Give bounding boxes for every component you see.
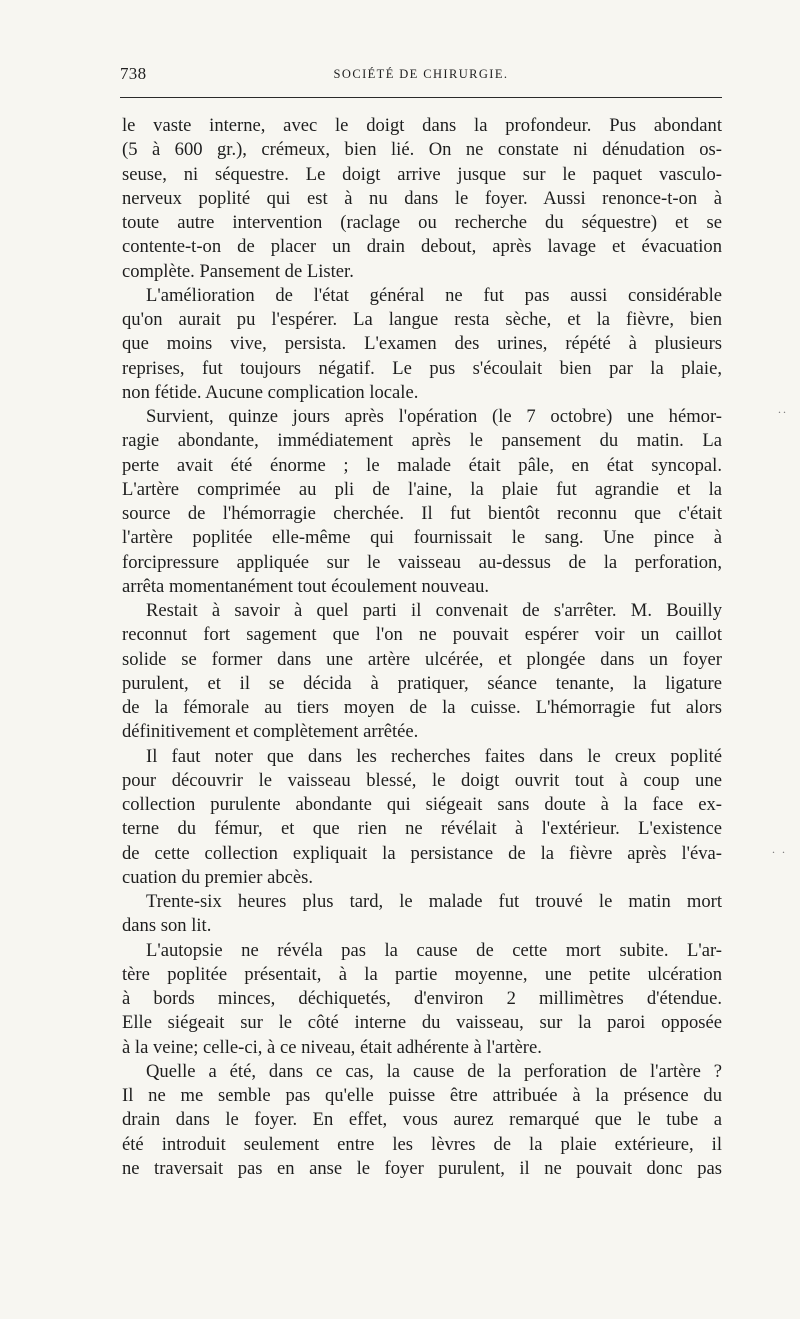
text-line: Elle siégeait sur le côté interne du vaisseau, sur la paroi opposée bbox=[122, 1012, 722, 1034]
text-line: Il ne me semble pas qu'elle puisse être attribuée à la présence du bbox=[122, 1085, 722, 1106]
text-line: qu'on aurait pu l'espérer. La langue resta sèche, et la fièvre, bien bbox=[122, 309, 722, 330]
body-text bbox=[122, 114, 722, 1181]
text-line: Trente-six heures plus tard, le malade fut trouvé le matin mort bbox=[146, 891, 722, 912]
text-line: de cette collection expliquait la persistance de la fièvre après l'éva- bbox=[122, 842, 722, 864]
running-head: SOCIÉTÉ DE CHIRURGIE. bbox=[333, 67, 509, 81]
margin-mark: .. bbox=[778, 402, 788, 416]
paragraph bbox=[122, 405, 722, 599]
text-line: arrêta momentanément tout écoulement nouveau. bbox=[122, 575, 490, 597]
paragraph bbox=[122, 599, 722, 745]
paragraph bbox=[122, 114, 722, 284]
text-line: collection purulente abondante qui siégeait sans doute à la face ex- bbox=[122, 794, 722, 815]
text-line: Restait à savoir à quel parti il convenait de s'arrêter. M. Bouilly bbox=[146, 600, 722, 621]
text-line: l'artère poplitée elle-même qui fournissait le sang. Une pince à bbox=[122, 527, 722, 549]
margin-mark: . . bbox=[772, 842, 787, 856]
text-line: cuation du premier abcès. bbox=[122, 866, 314, 888]
text-line: à bords minces, déchiquetés, d'environ 2 millimètres d'étendue. bbox=[122, 988, 722, 1009]
text-line: dans son lit. bbox=[122, 915, 212, 937]
text-line: à la veine; celle-ci, à ce niveau, était adhérente à l'artère. bbox=[122, 1036, 542, 1058]
text-line: complète. Pansement de Lister. bbox=[122, 260, 354, 282]
text-line: non fétide. Aucune complication locale. bbox=[122, 381, 419, 403]
text-line: terne du fémur, et que rien ne révélait à l'extérieur. L'existence bbox=[122, 818, 722, 840]
text-line: de la fémorale au tiers moyen de la cuisse. L'hémorragie fut alors bbox=[122, 697, 722, 718]
text-line: contente-t-on de placer un drain debout, après lavage et évacuation bbox=[122, 236, 722, 258]
text-line: été introduit seulement entre les lèvres de la plaie extérieure, il bbox=[122, 1133, 722, 1155]
header-rule bbox=[120, 97, 722, 98]
text-line: L'autopsie ne révéla pas la cause de cette mort subite. L'ar- bbox=[146, 939, 722, 961]
text-line: Quelle a été, dans ce cas, la cause de la perforation de l'artère ? bbox=[146, 1060, 722, 1082]
paragraph bbox=[122, 1060, 722, 1181]
text-line: perte avait été énorme ; le malade était pâle, en état syncopal. bbox=[122, 454, 722, 476]
text-line: reconnut fort sagement que l'on ne pouvait espérer voir un caillot bbox=[122, 624, 722, 646]
paragraph bbox=[122, 284, 722, 405]
text-line: Il faut noter que dans les recherches faites dans le creux poplité bbox=[146, 745, 722, 767]
text-line: nerveux poplité qui est à nu dans le foyer. Aussi renonce-t-on à bbox=[122, 187, 722, 209]
text-line: purulent, et il se décida à pratiquer, séance tenante, la ligature bbox=[122, 672, 722, 694]
page-header bbox=[120, 64, 722, 86]
page-number: 738 bbox=[120, 64, 147, 83]
text-line: (5 à 600 gr.), crémeux, bien lié. On ne constate ni dénudation os- bbox=[122, 139, 722, 161]
paragraph bbox=[122, 890, 722, 939]
text-line: le vaste interne, avec le doigt dans la profondeur. Pus abondant bbox=[122, 115, 722, 136]
text-line: définitivement et complètement arrêtée. bbox=[122, 721, 419, 743]
text-line: ragie abondante, immédiatement après le pansement du matin. La bbox=[122, 430, 722, 452]
text-line: source de l'hémorragie cherchée. Il fut bientôt reconnu que c'était bbox=[122, 503, 722, 524]
text-line: pour découvrir le vaisseau blessé, le doigt ouvrit tout à coup une bbox=[122, 769, 722, 791]
paragraph bbox=[122, 745, 722, 891]
text-line: seuse, ni séquestre. Le doigt arrive jusque sur le paquet vasculo- bbox=[122, 163, 722, 185]
text-line: ne traversait pas en anse le foyer purulent, il ne pouvait donc pas bbox=[122, 1157, 722, 1179]
text-line: forcipressure appliquée sur le vaisseau au-dessus de la perforation, bbox=[122, 551, 722, 573]
text-line: L'amélioration de l'état général ne fut pas aussi considérable bbox=[146, 284, 722, 306]
text-line: que moins vive, persista. L'examen des urines, répété à plusieurs bbox=[122, 333, 722, 355]
text-line: L'artère comprimée au pli de l'aine, la plaie fut agrandie et la bbox=[122, 478, 722, 500]
paragraph bbox=[122, 939, 722, 1060]
text-line: Survient, quinze jours après l'opération (le 7 octobre) une hémor- bbox=[146, 406, 722, 427]
text-line: tère poplitée présentait, à la partie moyenne, une petite ulcération bbox=[122, 963, 722, 985]
text-line: toute autre intervention (raclage ou recherche du séquestre) et se bbox=[122, 212, 722, 233]
text-line: reprises, fut toujours négatif. Le pus s'écoulait bien par la plaie, bbox=[122, 357, 722, 379]
text-line: drain dans le foyer. En effet, vous aurez remarqué que le tube a bbox=[122, 1109, 722, 1131]
text-line: solide se former dans une artère ulcérée, et plongée dans un foyer bbox=[122, 648, 722, 670]
